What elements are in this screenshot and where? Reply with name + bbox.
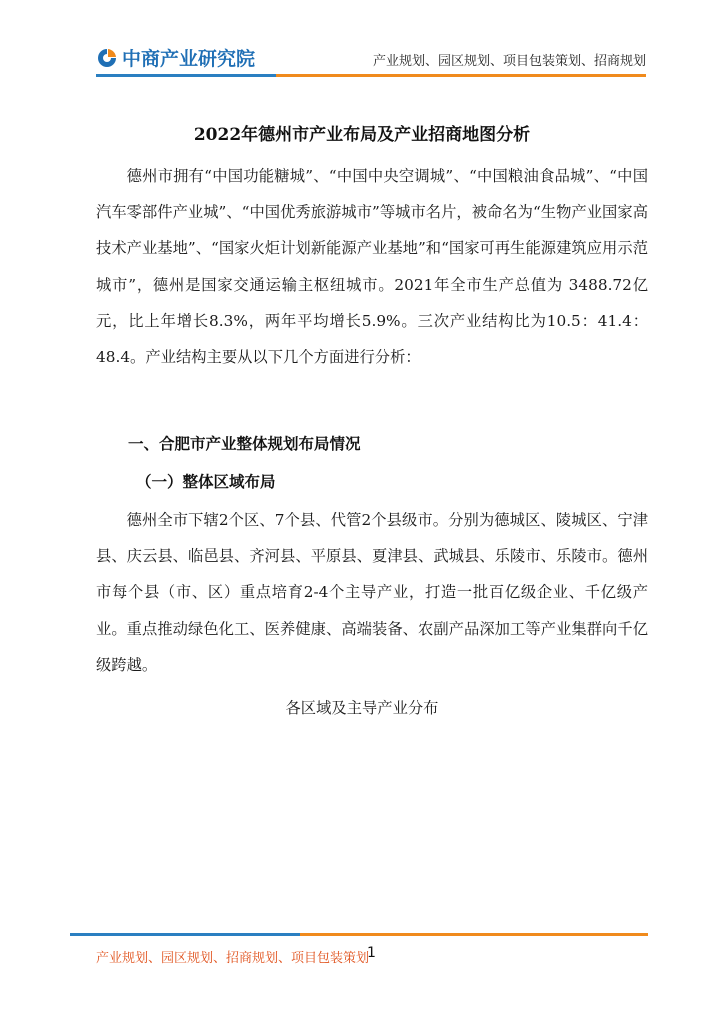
document-title: 2022年德州市产业布局及产业招商地图分析 bbox=[193, 125, 531, 145]
header-tagline: 产业规划、园区规划、项目包装策划、招商规划 bbox=[372, 54, 646, 69]
region-paragraph: 德州全市下辖2个区、7个县、代管2个县级市。分别为德城区、陵城区、宁津县、庆云县、临邑县、齐河县、平原县、夏津县、武城县、乐陵市、乐陵市。德州市每个县（市、区）重点培育2-4个主导产业，打造一批百亿级企业、千亿级产业。重点推动绿色化工、医养健康、高端装备、农副产品深加工等产业集群向千亿级跨越。 bbox=[96, 511, 648, 674]
footer-tagline: 产业规划、园区规划、招商规划、项目包装策划 bbox=[96, 951, 370, 966]
page-header bbox=[0, 0, 724, 80]
subsection-heading: （一）整体区域布局 bbox=[136, 472, 276, 491]
footer-divider-orange bbox=[300, 933, 648, 936]
brand-name: 中商产业研究院 bbox=[122, 48, 256, 70]
footer-divider-blue bbox=[70, 933, 300, 936]
intro-paragraph: 德州市拥有“中国功能糖城”、“中国中央空调城”、“中国粮油食品城”、“中国汽车零部件产业城”、“中国优秀旅游城市”等城市名片，被命名为“生物产业国家高技术产业基地”、“国家火炬计划新能源产业基地”和“国家可再生能源建筑应用示范城市”，德州是国家交通运输主枢纽城市。2021年全市生产总值为 3488.72亿元，比上年增长8.3%，两年平均增长5.9%。三次产业结构比为10.5：41.4：48.4。产业结构主要从以下几个方面进行分析： bbox=[96, 167, 648, 367]
header-divider-orange bbox=[276, 74, 646, 77]
section-heading: 一、合肥市产业整体规划布局情况 bbox=[128, 434, 361, 453]
figure-caption: 各区域及主导产业分布 bbox=[285, 699, 439, 717]
header-divider-blue bbox=[96, 74, 276, 77]
page-number: 1 bbox=[367, 945, 376, 961]
brand-logo[interactable] bbox=[96, 44, 255, 71]
brand-logo-icon bbox=[96, 47, 118, 69]
